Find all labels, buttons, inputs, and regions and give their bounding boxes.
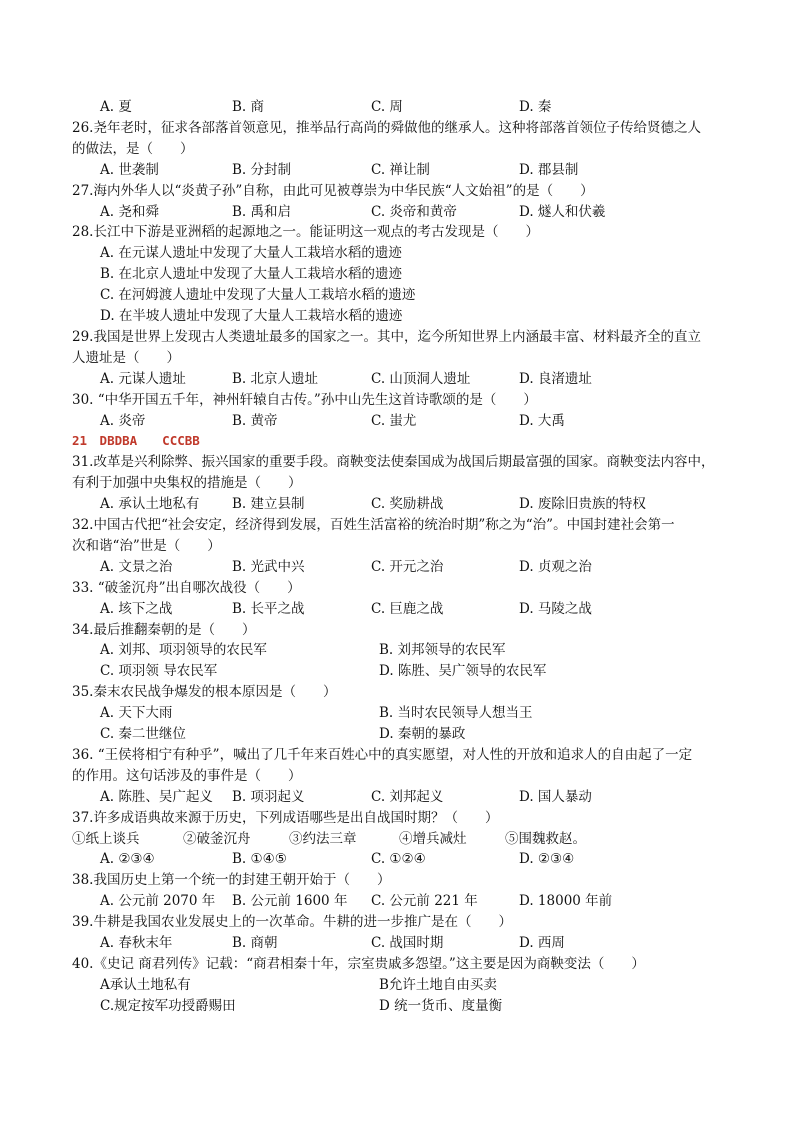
option-text: D. 郡县制: [519, 162, 579, 178]
option-text: D. 西周: [519, 935, 565, 951]
option-text: B. 项羽起义: [232, 789, 305, 805]
idiom-item: ④增兵减灶: [399, 831, 467, 847]
option-text: B. 长平之战: [232, 601, 305, 617]
question-text: 31.改革是兴利除弊、振兴国家的重要手段。商鞅变法使秦国成为战国后期最富强的国家。商鞅变法内容中，: [72, 454, 715, 470]
question-text: 39.牛耕是我国农业发展史上的一次革命。牛耕的进一步推广是在（ ）: [72, 914, 512, 930]
option-text: B. 建立县制: [232, 496, 305, 512]
question-text: 35.秦末农民战争爆发的根本原因是（ ）: [72, 684, 337, 700]
option-text: C. 炎帝和黄帝: [371, 204, 457, 220]
option-text: D. 废除旧贵族的特权: [519, 496, 646, 512]
option-text: C. 在河姆渡人遗址中发现了大量人工栽培水稻的遗迹: [100, 287, 416, 303]
option-text: B. 在北京人遗址中发现了大量人工栽培水稻的遗迹: [100, 266, 403, 282]
question-text: 40.《史记 商君列传》记载：“商君相秦十年，宗室贵戚多怨望。”这主要是因为商鞅变法（ ）: [72, 956, 645, 972]
question-text: 27.海内外华人以“炎黄子孙”自称，由此可见被尊崇为中华民族“人文始祖”的是（ ）: [72, 183, 594, 199]
option-text: A. 炎帝: [100, 413, 146, 429]
option-text: C. 蚩尤: [371, 413, 417, 429]
option-text: D. 马陵之战: [519, 601, 592, 617]
option-text: A. 天下大雨: [100, 705, 173, 721]
option-text: B. 禹和启: [232, 204, 292, 220]
question-text: 33. “破釜沉舟”出自哪次战役（ ）: [72, 580, 301, 596]
question-text: 37.许多成语典故来源于历史，下列成语哪些是出自战国时期？（ ）: [72, 810, 499, 826]
option-text: C. 秦二世继位: [100, 726, 186, 742]
option-text: B. 北京人遗址: [232, 371, 319, 387]
question-text: 36. “王侯将相宁有种乎”，喊出了几千年来百姓心中的真实愿望，对人性的开放和追求人的自由起了一定: [72, 747, 693, 763]
question-text: 34.最后推翻秦朝的是（ ）: [72, 622, 256, 638]
option-text: D. 秦朝的暴政: [379, 726, 466, 742]
option-text: A. 春秋末年: [100, 935, 173, 951]
answer-key: 21 DBDBA CCCBB: [72, 433, 200, 448]
option-text: D. 秦: [519, 99, 552, 115]
option-text: D. 在半坡人遗址中发现了大量人工栽培水稻的遗迹: [100, 308, 403, 324]
option-text: C. 项羽领 导农民军: [100, 663, 218, 679]
option-text: D. 良渚遗址: [519, 371, 592, 387]
question-text: 次和谐“治”世是（ ）: [72, 538, 221, 554]
option-text: A. 尧和舜: [100, 204, 159, 220]
option-text: D. 18000 年前: [519, 893, 613, 909]
option-text: A. 文景之治: [100, 559, 173, 575]
question-text: 26.尧年老时，征求各部落首领意见，推举品行高尚的舜做他的继承人。这种将部落首领位子传给贤德之人: [72, 120, 701, 136]
option-text: A. 在元谋人遗址中发现了大量人工栽培水稻的遗迹: [100, 245, 402, 261]
option-text: C. 巨鹿之战: [371, 601, 444, 617]
option-text: A. ②③④: [100, 851, 155, 867]
option-text: D. 国人暴动: [519, 789, 592, 805]
question-text: 30. “中华开国五千年，神州轩辕自古传。”孙中山先生这首诗歌颂的是（ ）: [72, 392, 537, 408]
option-text: A. 元谋人遗址: [100, 371, 186, 387]
option-text: B. 光武中兴: [232, 559, 305, 575]
option-text: B. 商朝: [232, 935, 278, 951]
option-text: C. ①②④: [371, 851, 426, 867]
option-text: B. 当时农民领导人想当王: [379, 705, 533, 721]
option-text: A. 陈胜、吴广起义: [100, 789, 213, 805]
option-text: C. 战国时期: [371, 935, 444, 951]
option-text: B. 刘邦领导的农民军: [379, 642, 506, 658]
idiom-item: ①纸上谈兵: [72, 831, 140, 847]
idiom-item: ⑤围魏救赵。: [505, 831, 586, 847]
option-text: C. 禅让制: [371, 162, 430, 178]
option-text: A. 刘邦、项羽领导的农民军: [100, 642, 267, 658]
option-text: B. 商: [232, 99, 265, 115]
option-text: C. 刘邦起义: [371, 789, 444, 805]
option-text: A. 夏: [100, 99, 132, 115]
option-text: B. ①④⑤: [232, 851, 287, 867]
option-text: A. 世袭制: [100, 162, 159, 178]
question-text: 的作用。这句话涉及的事件是（ ）: [72, 768, 302, 784]
question-text: 人遗址是（ ）: [72, 350, 180, 366]
option-text: C. 山顶洞人遗址: [371, 371, 471, 387]
question-text: 32.中国古代把“社会安定，经济得到发展，百姓生活富裕的统治时期”称之为“治”。中国封建社会第一: [72, 517, 675, 533]
option-text: B. 黄帝: [232, 413, 278, 429]
question-text: 29.我国是世界上发现古人类遗址最多的国家之一。其中，迄今所知世界上内涵最丰富、材料最齐全的直立: [72, 329, 701, 345]
option-text: C. 开元之治: [371, 559, 444, 575]
question-text: 28.长江中下游是亚洲稻的起源地之一。能证明这一观点的考古发现是（ ）: [72, 224, 539, 240]
option-text: B. 公元前 1600 年: [232, 893, 348, 909]
option-text: D. 贞观之治: [519, 559, 592, 575]
option-text: A承认土地私有: [100, 977, 191, 993]
idiom-item: ③约法三章: [289, 831, 357, 847]
option-text: A. 承认土地私有: [100, 496, 200, 512]
question-text: 的做法，是（ ）: [72, 141, 194, 157]
question-text: 38.我国历史上第一个统一的封建王朝开始于（ ）: [72, 872, 391, 888]
option-text: D. ②③④: [519, 851, 575, 867]
idiom-item: ②破釜沉舟: [183, 831, 251, 847]
option-text: A. 公元前 2070 年: [100, 893, 216, 909]
option-text: C.规定按军功授爵赐田: [100, 998, 236, 1014]
option-text: C. 公元前 221 年: [371, 893, 478, 909]
option-text: C. 周: [371, 99, 403, 115]
option-text: B允许土地自由买卖: [379, 977, 497, 993]
option-text: D 统一货币、度量衡: [379, 998, 503, 1014]
option-text: D. 陈胜、吴广领导的农民军: [379, 663, 547, 679]
option-text: B. 分封制: [232, 162, 292, 178]
option-text: C. 奖励耕战: [371, 496, 444, 512]
option-text: A. 垓下之战: [100, 601, 173, 617]
option-text: D. 大禹: [519, 413, 565, 429]
question-text: 有利于加强中央集权的措施是（ ）: [72, 475, 302, 491]
option-text: D. 燧人和伏羲: [519, 204, 606, 220]
